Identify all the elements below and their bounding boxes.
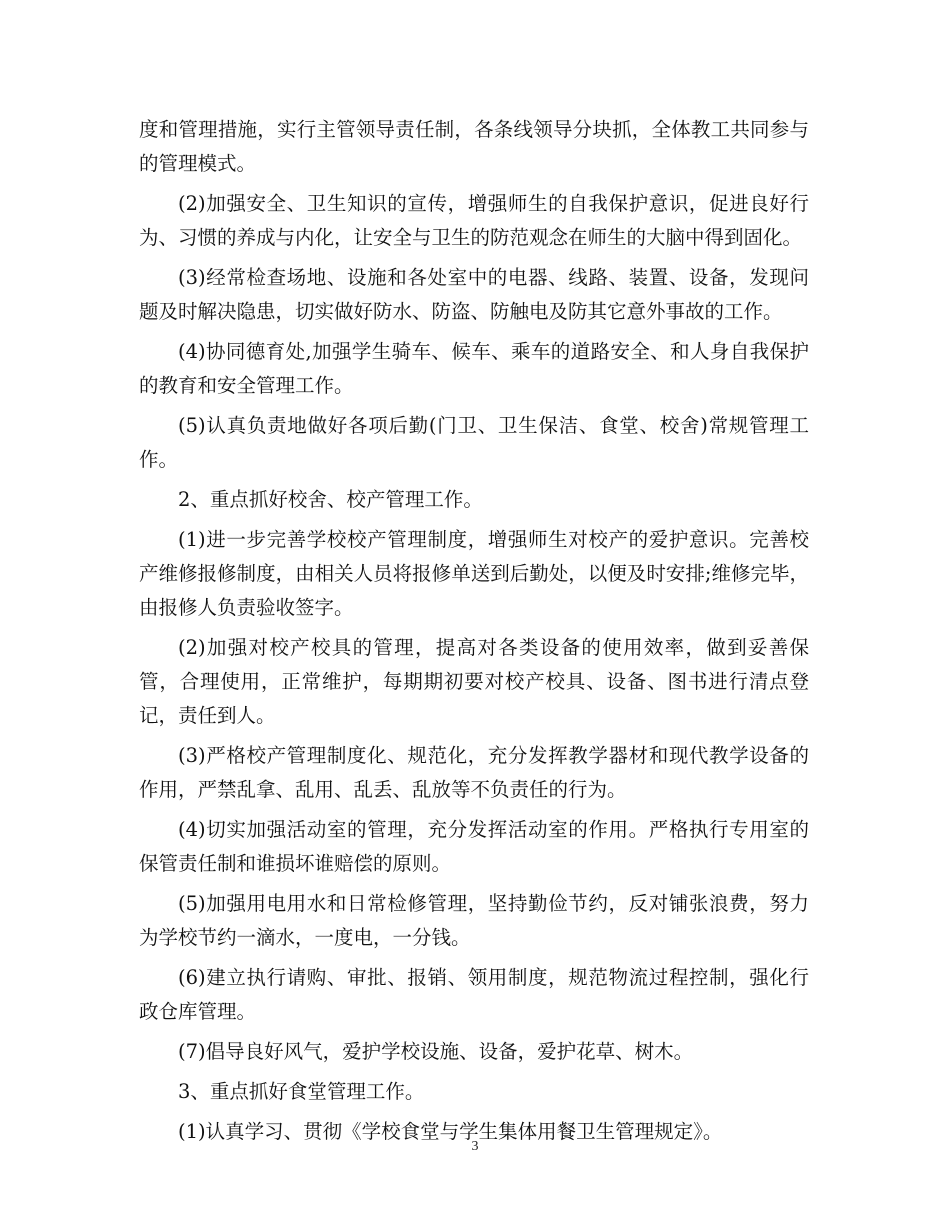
paragraph-7: (1)进一步完善学校校产管理制度，增强师生对校产的爱护意识。完善校产维修报修制度，由相关人员将报修单送到后勤处，以便及时安排;维修完毕，由报修人负责验收签字。	[139, 528, 809, 619]
document-body	[139, 113, 809, 1155]
paragraph-9: (3)严格校产管理制度化、规范化，充分发挥教学器材和现代教学设备的作用，严禁乱拿、乱用、乱丢、乱放等不负责任的行为。	[139, 744, 809, 801]
paragraph-4: (4)协同德育处,加强学生骑车、候车、乘车的道路安全、和人身自我保护的教育和安全管理工作。	[139, 340, 809, 397]
section-heading-2: 2、重点抓好校舍、校产管理工作。	[178, 488, 483, 511]
paragraph-12: (6)建立执行请购、审批、报销、领用制度，规范物流过程控制，强化行政仓库管理。	[139, 966, 809, 1023]
paragraph-3: (3)经常检查场地、设施和各处室中的电器、线路、装置、设备，发现问题及时解决隐患，切实做好防水、防盗、防触电及防其它意外事故的工作。	[139, 266, 809, 323]
paragraph-2: (2)加强安全、卫生知识的宣传，增强师生的自我保护意识，促进良好行为、习惯的养成与内化，让安全与卫生的防范观念在师生的大脑中得到固化。	[139, 192, 809, 249]
paragraph-1: 度和管理措施，实行主管领导责任制，各条线领导分块抓，全体教工共同参与的管理模式。	[139, 118, 809, 175]
page-number: 3	[471, 1139, 479, 1154]
paragraph-15: (1)认真学习、贯彻《学校食堂与学生集体用餐卫生管理规定》。	[178, 1120, 723, 1143]
paragraph-10: (4)切实加强活动室的管理，充分发挥活动室的作用。严格执行专用室的保管责任制和谁损坏谁赔偿的原则。	[139, 818, 809, 875]
section-heading-3: 3、重点抓好食堂管理工作。	[178, 1080, 425, 1103]
paragraph-5: (5)认真负责地做好各项后勤(门卫、卫生保洁、食堂、校舍)常规管理工作。	[139, 414, 809, 471]
paragraph-13: (7)倡导良好风气，爱护学校设施、设备，爱护花草、树木。	[178, 1040, 694, 1063]
paragraph-8: (2)加强对校产校具的管理，提高对各类设备的使用效率，做到妥善保管，合理使用，正常维护，每期期初要对校产校具、设备、图书进行清点登记，责任到人。	[139, 636, 809, 727]
paragraph-11: (5)加强用电用水和日常检修管理，坚持勤俭节约，反对铺张浪费，努力为学校节约一滴水，一度电，一分钱。	[139, 892, 809, 949]
